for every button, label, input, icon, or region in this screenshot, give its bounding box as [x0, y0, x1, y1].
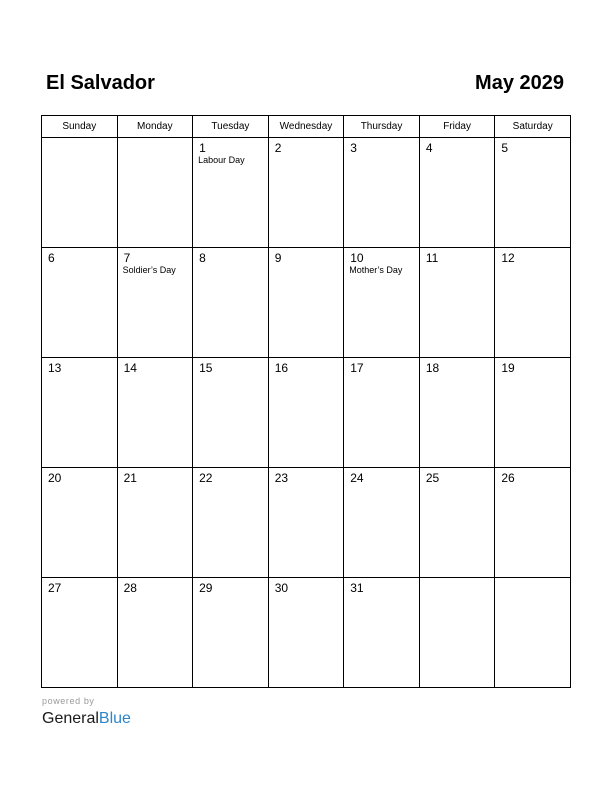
day-cell	[117, 468, 193, 578]
day-cell	[117, 578, 193, 688]
day-cell	[42, 578, 118, 688]
week-row	[42, 468, 571, 578]
day-cell	[193, 468, 269, 578]
week-row	[42, 358, 571, 468]
day-cell	[117, 358, 193, 468]
day-number: 2	[274, 141, 282, 155]
day-cell	[344, 578, 420, 688]
day-number: 19	[501, 361, 515, 375]
day-cell	[495, 248, 571, 358]
day-cell	[268, 138, 344, 248]
day-cell	[419, 358, 495, 468]
day-cell	[117, 248, 193, 358]
day-number: 27	[48, 581, 62, 595]
day-cell	[268, 468, 344, 578]
day-number: 10	[350, 251, 364, 265]
holiday-label: Labour Day	[198, 155, 245, 165]
day-number: 31	[350, 581, 364, 595]
footer	[42, 696, 131, 729]
day-number: 7	[123, 251, 131, 265]
day-number: 29	[199, 581, 213, 595]
weekday-header: Wednesday	[268, 116, 344, 138]
day-number: 28	[123, 581, 137, 595]
day-number: 24	[350, 471, 364, 485]
day-cell	[117, 138, 193, 248]
powered-by-text: powered by	[42, 696, 95, 706]
day-number: 8	[199, 251, 206, 265]
day-cell	[495, 468, 571, 578]
week-row	[42, 138, 571, 248]
weekday-header: Tuesday	[193, 116, 269, 138]
holiday-label: Mother’s Day	[349, 265, 403, 275]
day-number: 9	[274, 251, 282, 265]
day-cell	[268, 578, 344, 688]
day-number: 14	[123, 361, 137, 375]
weekday-header: Friday	[419, 116, 495, 138]
generalblue-logo[interactable]	[42, 709, 131, 729]
day-cell	[344, 358, 420, 468]
day-number: 18	[425, 361, 440, 375]
day-cell	[344, 138, 420, 248]
day-cell	[344, 248, 420, 358]
day-cell	[495, 138, 571, 248]
month-year-title: May 2029	[475, 72, 564, 94]
day-cell	[495, 358, 571, 468]
day-number: 26	[501, 471, 515, 485]
country-title: El Salvador	[46, 72, 155, 94]
day-cell	[268, 358, 344, 468]
day-cell	[42, 358, 118, 468]
weekday-header: Thursday	[344, 116, 420, 138]
week-row	[42, 248, 571, 358]
day-number: 17	[350, 361, 364, 375]
weekday-header-row	[42, 116, 571, 138]
day-number: 22	[199, 471, 213, 485]
day-cell	[419, 248, 495, 358]
holiday-label: Soldier’s Day	[122, 265, 176, 275]
brand-general-text: General	[42, 710, 99, 727]
day-number: 6	[48, 251, 55, 265]
day-cell	[344, 468, 420, 578]
weekday-header: Monday	[117, 116, 193, 138]
weekday-header: Saturday	[495, 116, 571, 138]
day-number: 3	[350, 141, 357, 155]
day-cell	[42, 248, 118, 358]
day-cell	[193, 248, 269, 358]
day-number: 5	[501, 141, 509, 155]
day-cell	[268, 248, 344, 358]
day-cell	[419, 138, 495, 248]
day-cell	[193, 138, 269, 248]
day-cell	[193, 578, 269, 688]
day-number: 12	[501, 251, 515, 265]
day-number: 23	[274, 471, 289, 485]
day-cell	[495, 578, 571, 688]
day-cell	[419, 578, 495, 688]
day-cell	[42, 138, 118, 248]
day-cell	[419, 468, 495, 578]
day-cell	[42, 468, 118, 578]
day-number: 15	[199, 361, 213, 375]
day-number: 30	[274, 581, 289, 595]
day-number: 1	[199, 141, 206, 155]
calendar-grid	[41, 115, 571, 688]
day-number: 20	[48, 471, 62, 485]
week-row	[42, 578, 571, 688]
day-number: 13	[48, 361, 62, 375]
day-number: 25	[425, 471, 440, 485]
day-number: 21	[123, 471, 137, 485]
brand-blue-text: Blue	[98, 710, 131, 727]
day-number: 4	[425, 141, 433, 155]
weekday-header: Sunday	[42, 116, 118, 138]
day-number: 16	[274, 361, 289, 375]
day-number: 11	[425, 251, 439, 265]
day-cell	[193, 358, 269, 468]
